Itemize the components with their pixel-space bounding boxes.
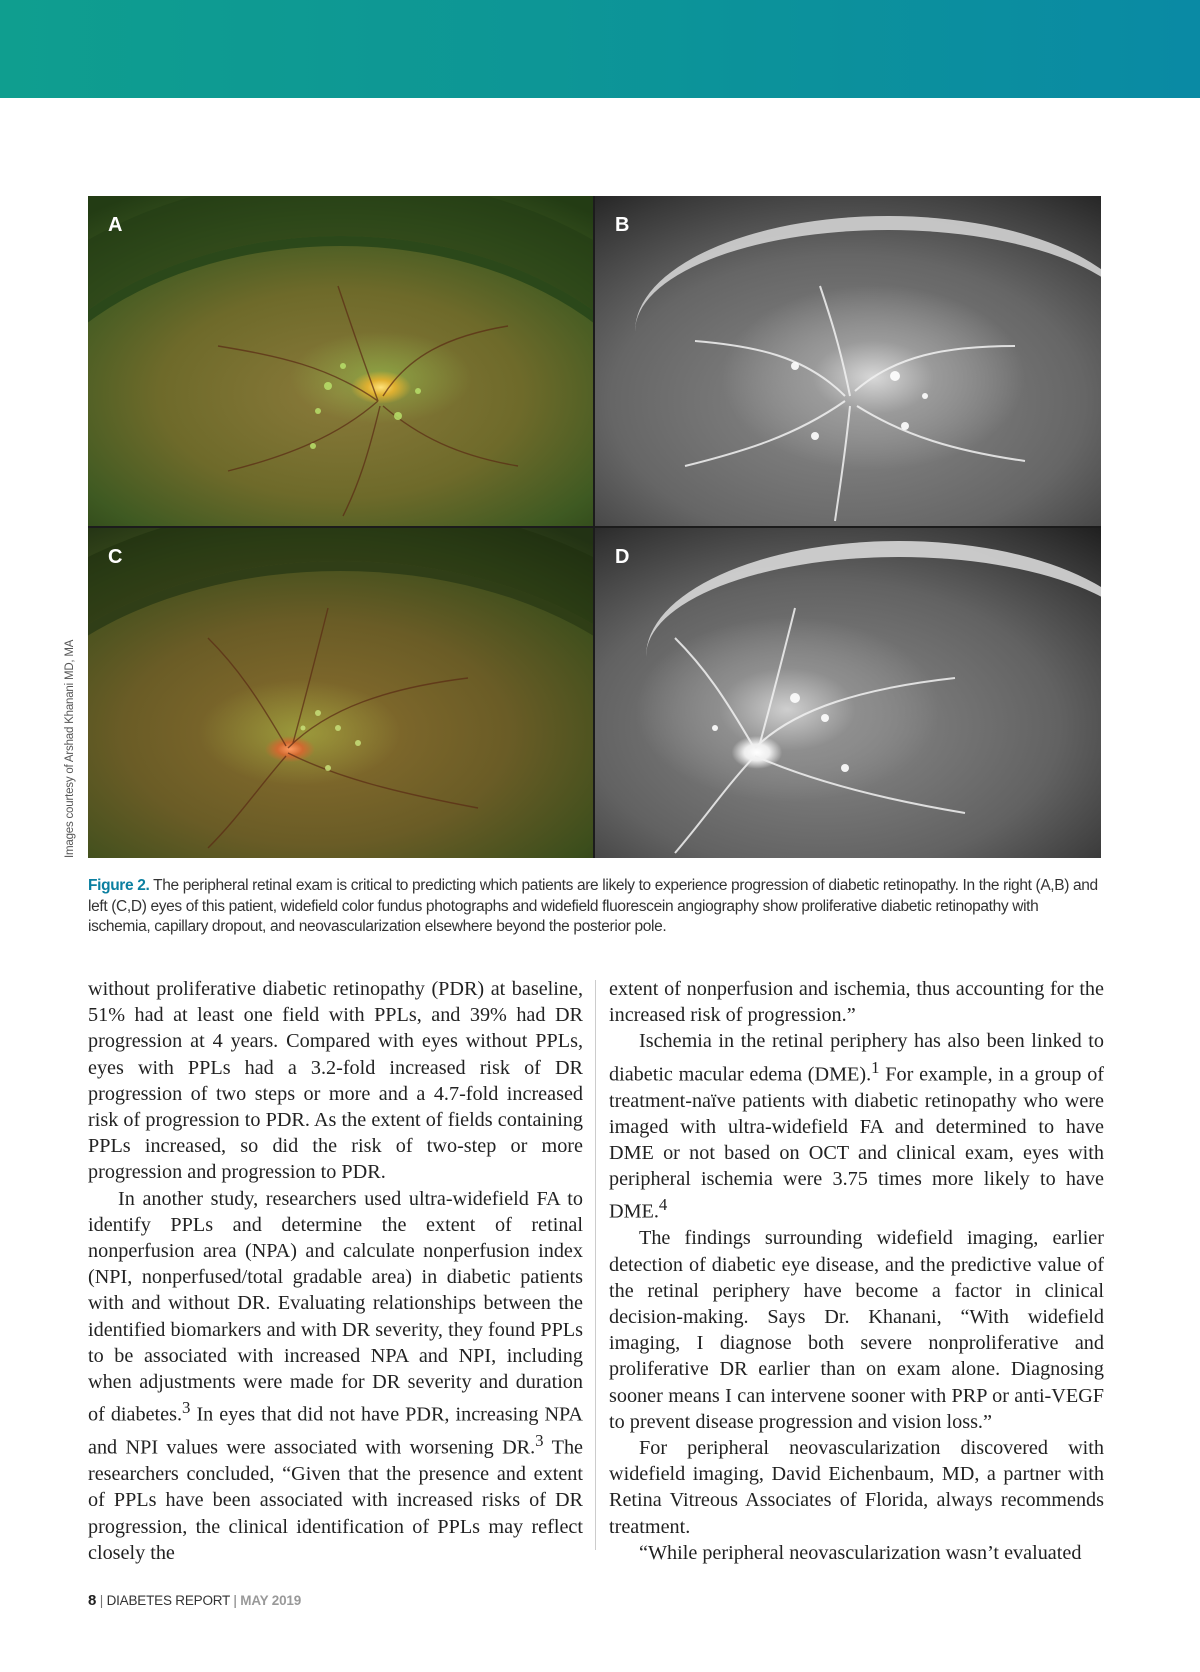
footnote-ref: 4 bbox=[658, 1195, 668, 1215]
text-run: Ischemia in the retinal periphery has also been linked to diabetic macular edema (DME). bbox=[609, 1030, 1104, 1086]
footer-separator: | bbox=[229, 1593, 241, 1608]
paragraph: The findings surrounding widefield imaging, earlier detection of diabetic eye disease, and the predictive value of the retinal periphery have become a factor in clinical decision-making. Says Dr. Khanani, “With widefield imaging, I diagnose both severe nonproliferative and proliferative DR earlier than on exam alone. Diagnosing sooner means I can intervene sooner with PRP or anti-VEGF to prevent disease progression and vision loss.” bbox=[609, 1227, 1104, 1433]
text-run: In another study, researchers used ultra-widefield FA to identify PPLs and determine the extent of retinal nonperfusion area (NPA) and calculate nonperfusion index (NPI, nonperfused/total gradable area) in diabetic patients with and without DR. Evaluating relationships between the identified biomarkers and with DR severity, they found PPLs to be associated with increased NPA and NPI, including when adjustments were made for DR severity and duration of diabetes. bbox=[88, 1187, 583, 1426]
footnote-ref: 3 bbox=[182, 1398, 191, 1418]
footnote-ref: 3 bbox=[535, 1431, 544, 1451]
page-footer bbox=[88, 1592, 301, 1609]
retinal-vessels bbox=[595, 196, 1101, 526]
page-number: 8 bbox=[88, 1592, 97, 1609]
panel-label-d: D bbox=[615, 546, 630, 568]
text-run: In eyes that did not have PDR, increasing NPA and NPI values were associated with worsening DR. bbox=[88, 1403, 583, 1459]
footnote-ref: 1 bbox=[871, 1057, 880, 1077]
paragraph: For peripheral neovascularization discovered with widefield imaging, David Eichenbaum, MD, a partner with Retina Vitreous Associates of Florida, always recommends treatment. bbox=[609, 1436, 1104, 1538]
footer-separator: | bbox=[96, 1593, 107, 1608]
paragraph: extent of nonperfusion and ischemia, thus accounting for the increased risk of progression.” bbox=[609, 978, 1104, 1027]
paragraph bbox=[88, 1186, 583, 1566]
fundus-photo-left-eye bbox=[88, 528, 593, 858]
text-run: The researchers concluded, “Given that the presence and extent of PPLs have been associated with increased risks of DR progression, the clinical identification of PPLs may reflect closely the bbox=[88, 1436, 583, 1564]
caption-text: The peripheral retinal exam is critical to predicting which patients are likely to experience progression of diabetic retinopathy. In the right (A,B) and left (C,D) eyes of this patient, widefield color fundus photographs and widefield fluorescein angiography show proliferative diabetic retinopathy with ischemia, capillary dropout, and neovascularization elsewhere beyond the posterior pole. bbox=[88, 877, 1098, 935]
text-run: For example, in a group of treatment-naïve patients with diabetic retinopathy who were imaged with ultra-widefield FA and determined to have DME or not based on OCT and clinical exam, eyes with peripheral ischemia were 3.75 times more likely to have DME. bbox=[609, 1063, 1105, 1224]
publication-name: DIABETES REPORT bbox=[106, 1593, 230, 1608]
column-divider bbox=[595, 980, 596, 1550]
paragraph: without proliferative diabetic retinopathy (PDR) at baseline, 51% had at least one field with PPLs, and 39% had DR progression at 4 years. Compared with eyes without PPLs, eyes with PPLs had a 3.2-fold increased risk of DR progression of two steps or more and a 4.7-fold increased risk of progression to PDR. As the extent of fields containing PPLs increased, so did the risk of two-step or more progression and progression to PDR. bbox=[88, 978, 583, 1184]
fundus-photo-right-eye bbox=[88, 196, 593, 526]
panel-label-b: B bbox=[615, 214, 630, 236]
figure-retinal-images bbox=[88, 196, 1101, 858]
header-color-band bbox=[0, 0, 1200, 98]
retinal-vessels bbox=[88, 196, 593, 526]
angiogram-left-eye bbox=[595, 528, 1101, 858]
retinal-vessels bbox=[88, 528, 593, 858]
paragraph: “While peripheral neovascularization wasn’t evaluated bbox=[639, 1541, 1082, 1564]
left-column bbox=[88, 976, 583, 1566]
figure-caption bbox=[88, 876, 1103, 938]
caption-lead: Figure 2. bbox=[88, 877, 150, 894]
panel-label-a: A bbox=[108, 214, 123, 236]
paragraph bbox=[609, 1028, 1104, 1225]
issue-date: MAY 2019 bbox=[240, 1593, 301, 1608]
angiogram-right-eye bbox=[595, 196, 1101, 526]
retinal-vessels bbox=[595, 528, 1101, 858]
panel-label-c: C bbox=[108, 546, 123, 568]
right-column bbox=[609, 976, 1104, 1566]
image-credit: Images courtesy of Arshad Khanani MD, MA bbox=[64, 639, 76, 858]
